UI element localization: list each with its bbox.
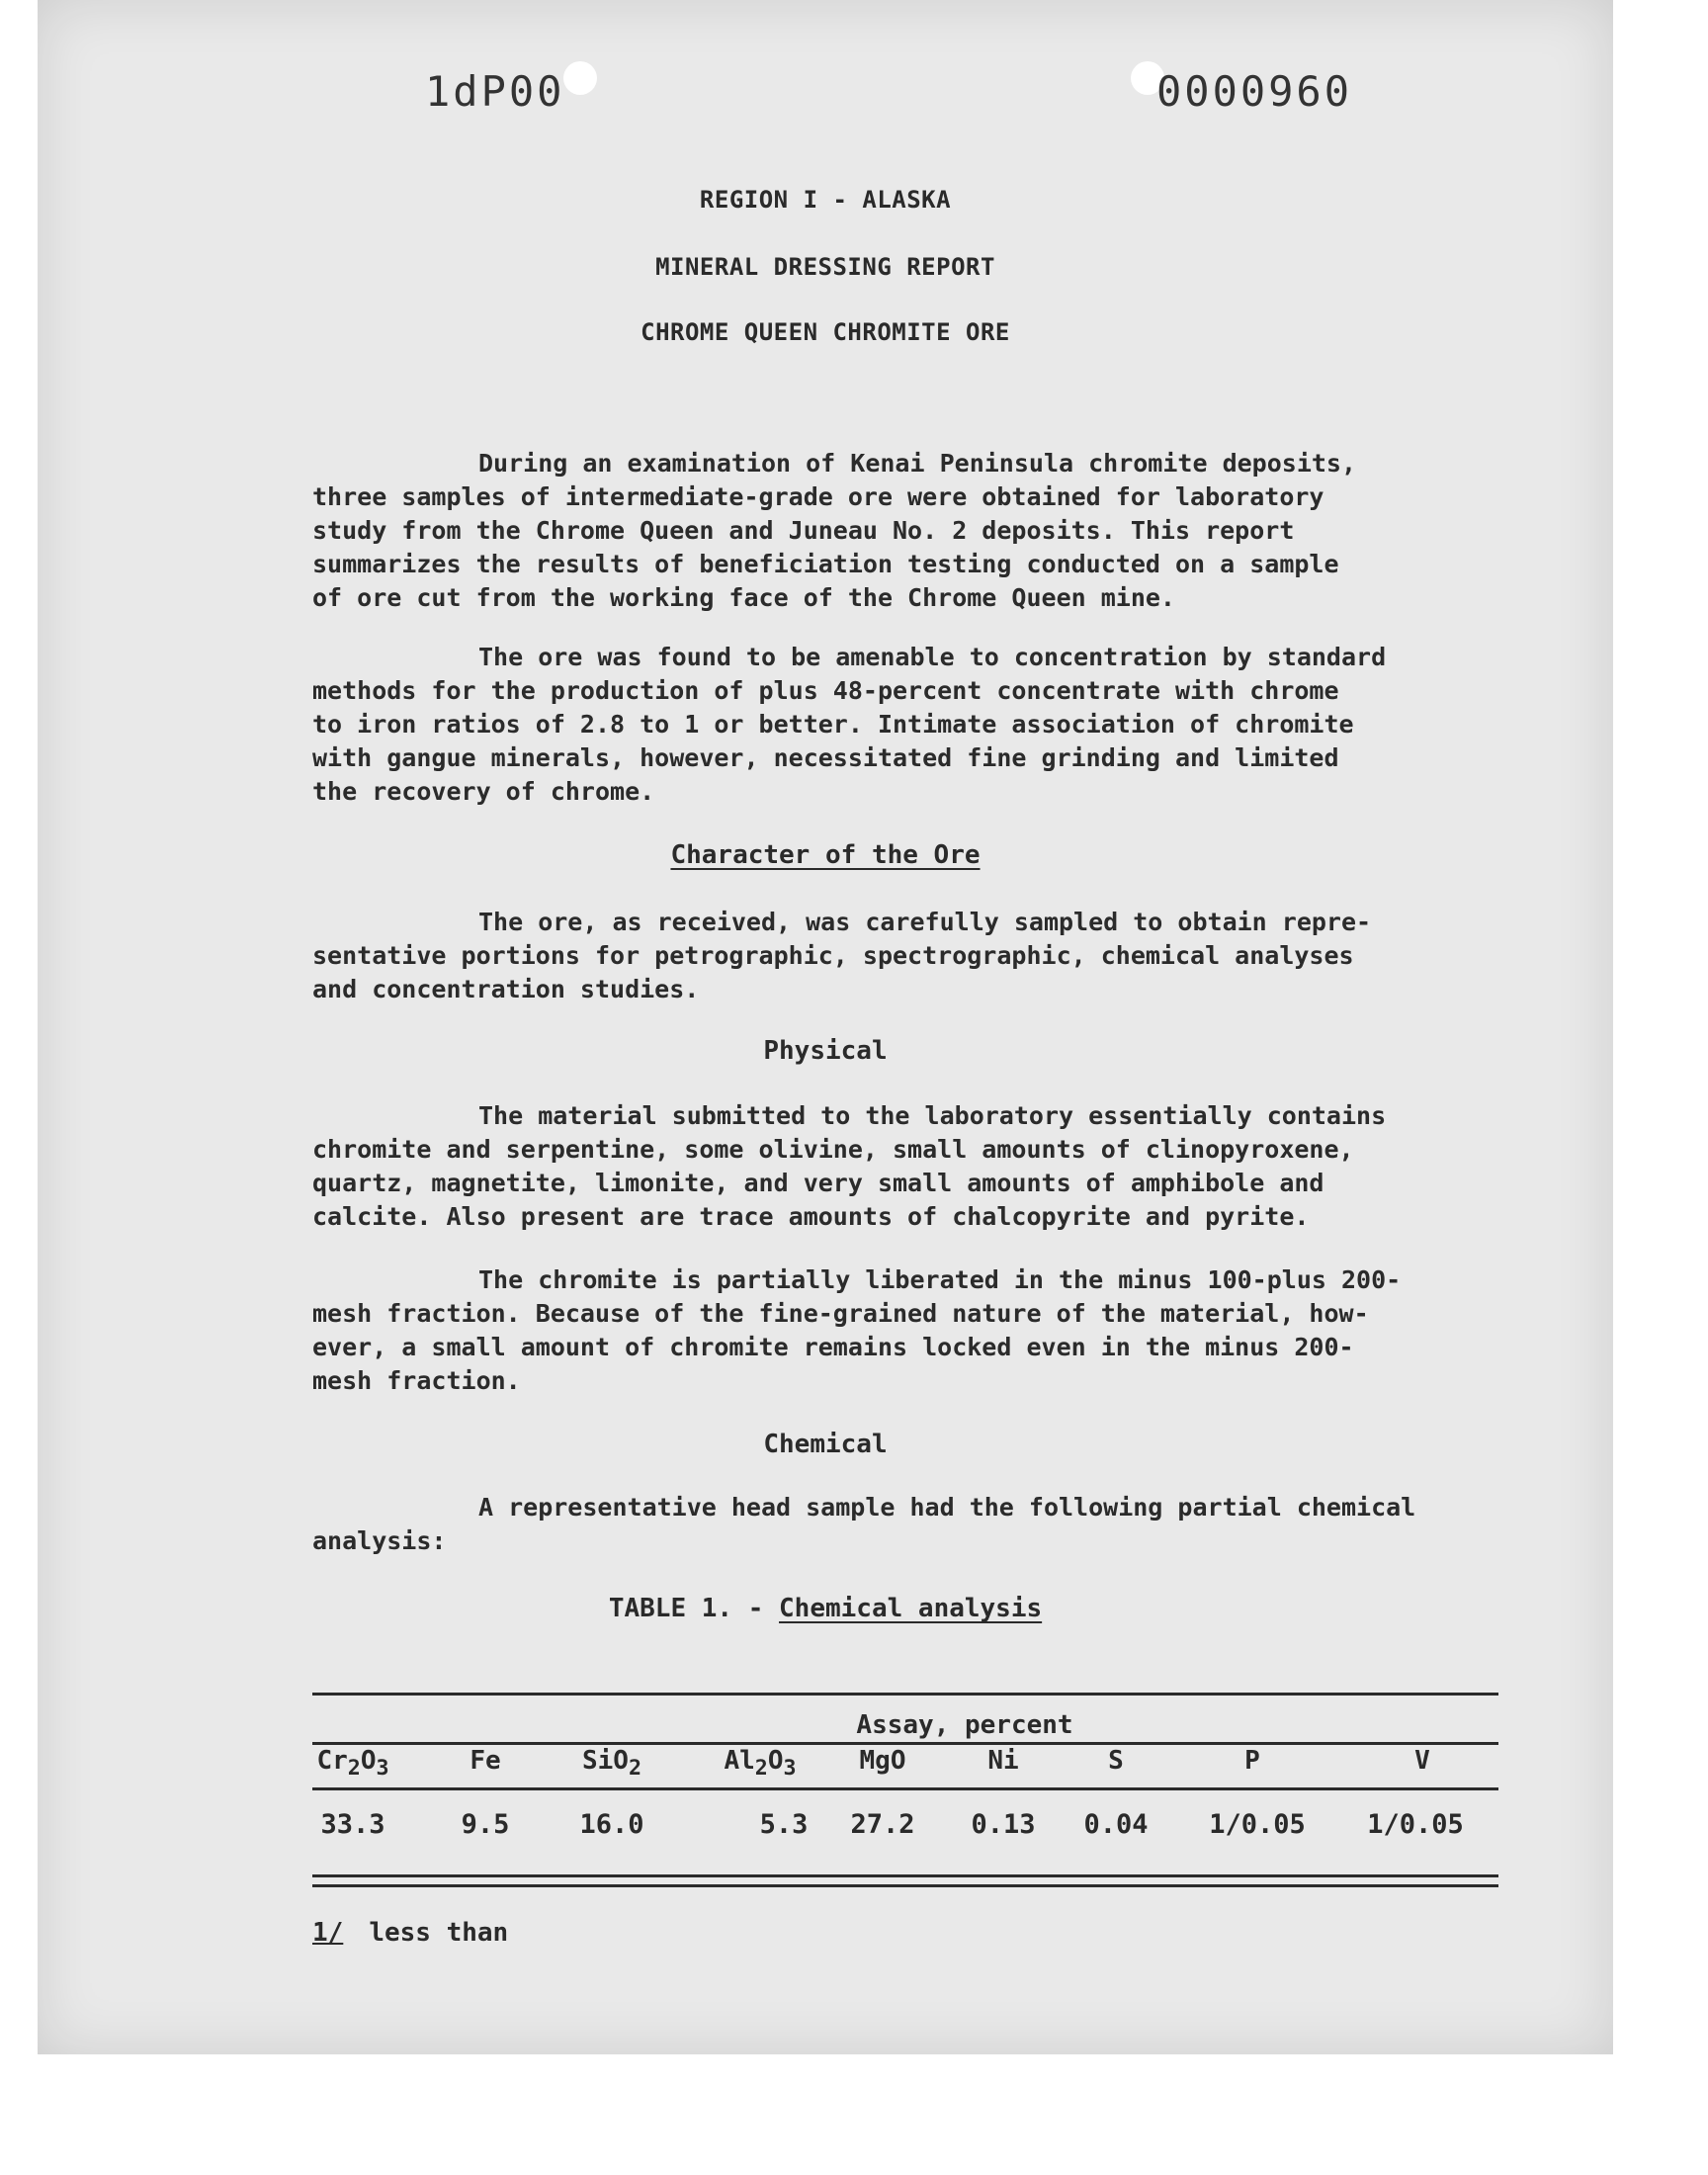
table-cell-fe: 9.5 xyxy=(461,1809,510,1840)
column-header-sio2: SiO$_2$ xyxy=(581,1746,641,1782)
table-bottom-rule-double xyxy=(312,1884,1498,1887)
column-header-ni: Ni xyxy=(987,1746,1019,1776)
column-header-fe: Fe xyxy=(470,1746,501,1776)
document-stamp-right: 0000960 xyxy=(1156,67,1353,116)
table-cell-v: 1/0.05 xyxy=(1367,1809,1464,1840)
table-top-rule xyxy=(312,1693,1498,1696)
document-page xyxy=(38,0,1613,2054)
table-cell-s: 0.04 xyxy=(1083,1809,1149,1840)
subject-heading: CHROME QUEEN CHROMITE ORE xyxy=(640,318,1010,346)
table-cell-sio2: 16.0 xyxy=(579,1809,644,1840)
footnote-marker: 1/ xyxy=(312,1918,344,1948)
physical-paragraph-2: The chromite is partially liberated in the minus 100-plus 200- mesh fraction. Because of the fine-grained nature of the material, how- ever, a small amount of chromite remains locked even in the minus 200- mesh fraction. xyxy=(312,1265,1402,1395)
column-header-cr2o3: $Cr_2O_3$ xyxy=(316,1746,389,1782)
table-footnote xyxy=(312,1918,508,1948)
punch-hole xyxy=(563,61,597,95)
table-cell-cr2o3: 33.3 xyxy=(320,1809,385,1840)
column-header-mgo: MgO xyxy=(859,1746,906,1776)
table-cell-p: 1/0.05 xyxy=(1209,1809,1306,1840)
column-header-s: S xyxy=(1108,1746,1124,1776)
chemical-paragraph: A representative head sample had the following partial chemical analysis: xyxy=(312,1493,1416,1555)
table-bottom-rule xyxy=(312,1874,1498,1877)
table-column-rule xyxy=(312,1787,1498,1790)
table-caption: TABLE 1. - Chemical analysis xyxy=(608,1594,1043,1623)
section-heading-character: Character of the Ore xyxy=(670,840,981,870)
section-heading-physical: Physical xyxy=(763,1036,888,1066)
column-header-v: V xyxy=(1414,1746,1430,1776)
table-cell-al2o3: 5.3 xyxy=(759,1809,809,1840)
region-heading: REGION I - ALASKA xyxy=(699,186,952,214)
column-header-al2o3: $Al_2O_3$ xyxy=(724,1746,797,1782)
table-group-header: Assay, percent xyxy=(856,1710,1073,1740)
report-heading: MINERAL DRESSING REPORT xyxy=(655,253,995,281)
section-heading-chemical: Chemical xyxy=(763,1430,888,1459)
table-cell-mgo: 27.2 xyxy=(850,1809,915,1840)
summary-paragraph: The ore was found to be amenable to concentration by standard methods for the production of plus 48-percent concentrate with chrome to iron ratios of 2.8 to 1 or better. Intimate association of chromite with gangue minerals, however, necessitated fine grinding and limited the recovery of chrome. xyxy=(312,643,1387,806)
intro-paragraph: During an examination of Kenai Peninsula chromite deposits, three samples of intermediate-grade ore were obtained for laboratory study from the Chrome Queen and Juneau No. 2 deposits. This report summarizes the results of beneficiation testing conducted on a sample of ore cut from the working face of the Chrome Queen mine. xyxy=(312,449,1357,612)
physical-paragraph-1: The material submitted to the laboratory essentially contains chromite and serpentine, some olivine, small amounts of clinopyroxene, quartz, magnetite, limonite, and very small amounts of amphibole and calcite. Also present are trace amounts of chalcopyrite and pyrite. xyxy=(312,1101,1387,1231)
character-paragraph: The ore, as received, was carefully sampled to obtain repre- sentative portions for petrographic, spectrographic, chemical analyses and concentration studies. xyxy=(312,908,1372,1003)
document-stamp-left: 1dP00 xyxy=(425,67,565,116)
table-header-rule xyxy=(312,1742,1498,1745)
table-cell-ni: 0.13 xyxy=(971,1809,1036,1840)
footnote-text: less than xyxy=(369,1918,509,1948)
column-header-p: P xyxy=(1244,1746,1260,1776)
